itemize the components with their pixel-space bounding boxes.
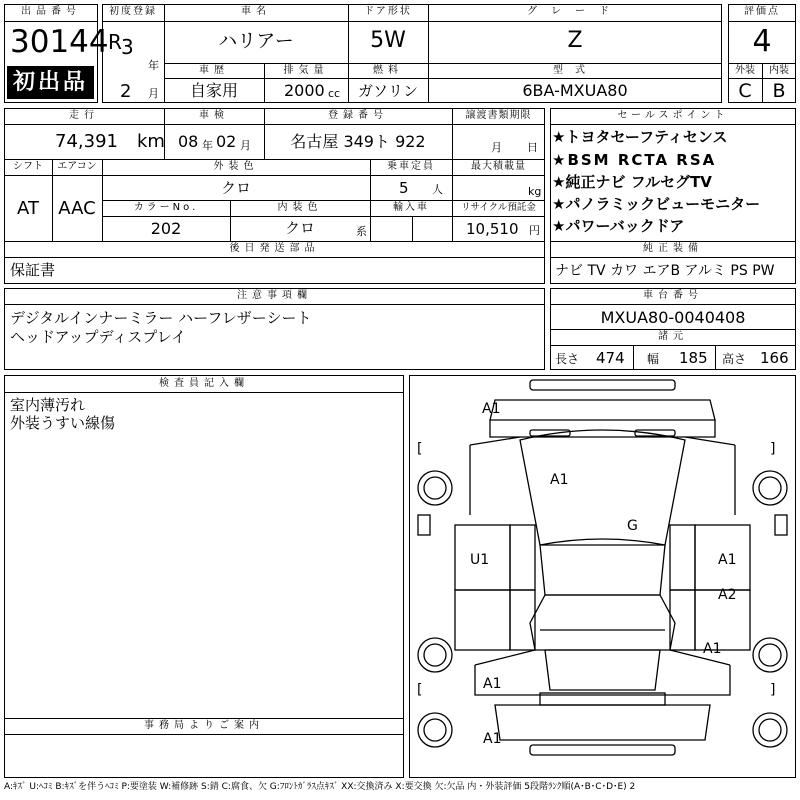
displacement-label: 排気量 [283, 65, 329, 76]
damage-legend: A:ｷｽﾞ U:ﾍｺﾐ B:ｷｽﾞを伴うﾍｺﾐ P:要塗装 W:補修跡 S:錆 C:腐食、欠 G:ﾌﾛﾝﾄｶﾞﾗｽ点ｷｽﾞ XX:交換済み X:要交換 欠:欠品 内・外装評価 5段階ﾗﾝｸ順(A･B･C･D･E) 2 [4, 782, 636, 792]
interior-color-suffix: 系 [356, 225, 367, 238]
fuel-label: 燃料 [373, 65, 403, 76]
first-listing-badge: 初出品 [7, 66, 94, 99]
capacity-label: 乗車定員 [387, 161, 435, 172]
inspection-label: 車検 [199, 110, 229, 121]
transfer-month-suffix: 月 [491, 141, 502, 154]
max-load-unit: kg [528, 185, 542, 198]
width-label: 幅 [647, 352, 660, 366]
history-label: 車歴 [199, 65, 229, 76]
damage-mark: A1 [703, 641, 722, 657]
damage-mark: A1 [718, 552, 737, 568]
inspector-note: 外装うすい線傷 [10, 414, 116, 432]
equipment: ナビ TV カワ エアB アルミ PS PW [555, 263, 775, 279]
first-registration-year: 3 [121, 35, 134, 59]
exterior-grade-label: 外装 [735, 65, 755, 76]
sales-point-item: ★パノラミックビューモニター [552, 195, 761, 213]
recycle-fee-unit: 円 [529, 224, 540, 237]
ac-label: エアコン [57, 161, 97, 172]
first-registration-label: 初度登録 [109, 6, 157, 17]
capacity: 5 [399, 179, 409, 197]
bracket-right: ] [770, 441, 776, 457]
inspection-month-suffix: 月 [240, 139, 251, 152]
damage-mark: A2 [718, 587, 737, 603]
bracket-left: [ [417, 441, 423, 457]
door-type-label: ドア形状 [364, 6, 412, 17]
first-registration-month: 2 [120, 81, 132, 102]
lot-number-label: 出品番号 [21, 6, 81, 17]
color-number-label: カラーNo. [133, 202, 199, 213]
displacement: 2000 [284, 81, 325, 100]
interior-color: クロ [284, 219, 315, 237]
era-letter: R [108, 30, 122, 54]
sales-point-item: ★BSM RCTA RSA [552, 151, 717, 169]
mileage: 74,391 [55, 131, 118, 152]
car-name-label: 車名 [241, 6, 271, 17]
grade-label: グレード [527, 6, 623, 17]
caution-line: デジタルインナーミラー ハーフレザーシート [10, 309, 312, 327]
displacement-unit: cc [328, 87, 341, 100]
inspection-year: 08 [178, 132, 199, 151]
import-label: 輸入車 [393, 202, 429, 213]
sales-point-item: ★パワーバックドア [552, 217, 685, 235]
inspector-note: 室内薄汚れ [10, 396, 86, 414]
recycle-fee-label: リサイクル預託金 [461, 202, 536, 213]
color-number: 202 [150, 219, 182, 238]
car-body-diagram [409, 375, 796, 778]
car-name: ハリアー [218, 30, 294, 52]
bracket-left: [ [417, 682, 423, 698]
sales-points-label: セールスポイント [617, 110, 729, 121]
model-code: 6BA-MXUA80 [522, 81, 628, 100]
inspection-year-suffix: 年 [202, 139, 213, 152]
damage-mark: A1 [550, 472, 569, 488]
width: 185 [679, 349, 708, 367]
exterior-color-label: 外装色 [213, 161, 259, 172]
interior-grade: B [772, 80, 786, 102]
cautions-label: 注意事項欄 [237, 290, 312, 301]
history: 自家用 [189, 81, 238, 100]
inspection-month: 02 [216, 132, 237, 151]
capacity-unit: 人 [432, 183, 443, 196]
height: 166 [760, 349, 789, 367]
caution-line: ヘッドアップディスプレイ [10, 328, 186, 346]
air-conditioner: AAC [58, 198, 96, 219]
sales-point-item: ★トヨタセーフティセンス [552, 128, 728, 146]
shift: AT [17, 198, 39, 219]
chassis-number: MXUA80-0040408 [600, 308, 746, 327]
door-type: 5W [370, 28, 406, 53]
damage-mark: G [627, 518, 638, 534]
interior-color-label: 内装色 [277, 202, 323, 213]
year-suffix: 年 [148, 59, 159, 72]
sales-point-item: ★純正ナビ フルセグTV [552, 173, 712, 191]
inspector-notes-label: 検査員記入欄 [159, 378, 249, 389]
office-notice-label: 事務局よりご案内 [144, 720, 264, 731]
damage-mark: A1 [483, 731, 502, 747]
exterior-grade: C [738, 80, 752, 102]
grade: Z [567, 28, 583, 53]
score: 4 [752, 24, 772, 59]
length-label: 長さ [555, 352, 580, 366]
equipment-label: 純正装備 [643, 243, 703, 254]
mileage-unit: km [137, 131, 165, 152]
later-parts: 保証書 [10, 261, 56, 279]
lot-number: 30144 [10, 24, 109, 60]
interior-grade-label: 内装 [769, 65, 789, 76]
bracket-right: ] [770, 682, 776, 698]
month-suffix: 月 [148, 87, 159, 100]
fuel: ガソリン [357, 82, 418, 100]
shift-label: シフト [13, 161, 43, 172]
transfer-deadline-label: 譲渡書類期限 [465, 110, 532, 121]
max-load-label: 最大積載量 [471, 161, 526, 172]
mileage-label: 走行 [69, 110, 99, 121]
plate-number: 名古屋 349ト 922 [290, 132, 426, 151]
later-parts-label: 後日発送部品 [229, 243, 320, 254]
transfer-day-suffix: 日 [527, 141, 538, 154]
length: 474 [596, 349, 625, 367]
exterior-color: クロ [220, 179, 251, 197]
chassis-number-label: 車台番号 [643, 290, 703, 301]
height-label: 高さ [722, 352, 747, 366]
damage-mark: A1 [483, 676, 502, 692]
dimensions-label: 諸元 [658, 331, 688, 342]
model-code-label: 型式 [553, 65, 597, 76]
score-label: 評価点 [744, 6, 780, 17]
plate-label: 登録番号 [328, 110, 388, 121]
damage-mark: U1 [470, 552, 490, 568]
damage-mark: A1 [482, 401, 501, 417]
recycle-fee: 10,510 [466, 220, 519, 238]
